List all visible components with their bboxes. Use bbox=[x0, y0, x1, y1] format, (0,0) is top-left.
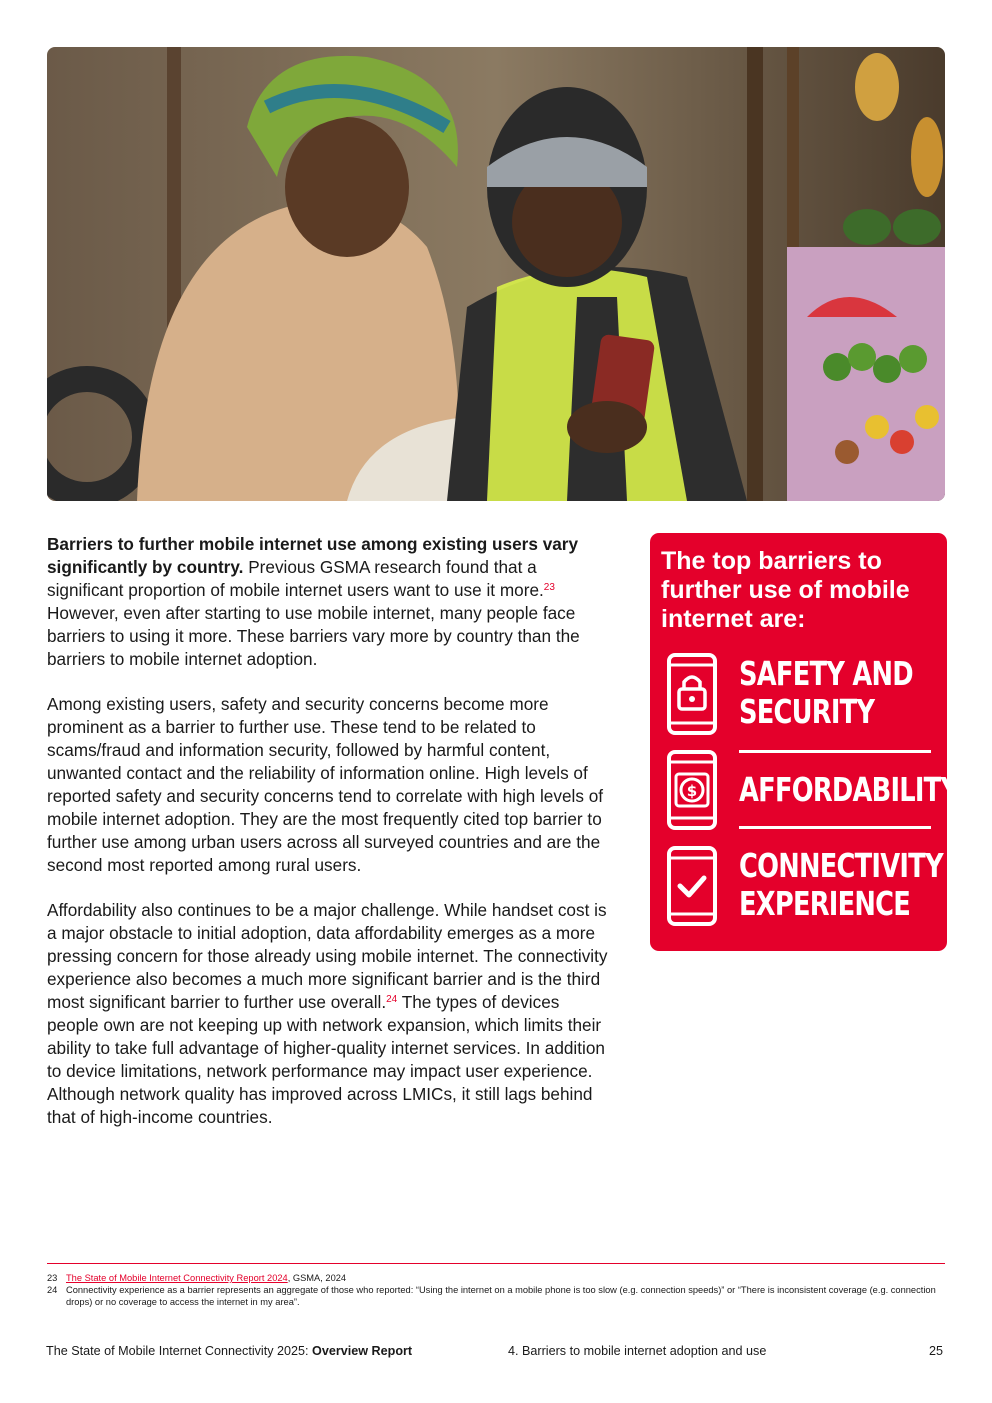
market-photo bbox=[47, 47, 945, 501]
paragraph-3 bbox=[47, 899, 612, 1129]
body-text bbox=[47, 533, 612, 1151]
footer-title-bold: Overview Report bbox=[312, 1344, 413, 1358]
paragraph-1-text-a: Previous GSMA research found that a significant proportion of mobile internet users want to use it more. bbox=[47, 557, 544, 600]
page-number: 25 bbox=[929, 1344, 944, 1358]
paragraph-3-text-b: The types of devices people own are not keeping up with network expansion, which limits their ability to take full advantage of higher-quality internet services. In addition to device limitations, network performance may impact user experience. Although network quality has improved across LMICs, it still lags behind that of high-income countries. bbox=[47, 992, 605, 1127]
phone-lock-icon bbox=[667, 653, 717, 735]
barrier-label-line: CONNECTIVITY bbox=[739, 846, 943, 885]
footnote-number: 23 bbox=[47, 1273, 58, 1283]
footnote-ref-24[interactable]: 24 bbox=[386, 994, 398, 1005]
barrier-label-line: SECURITY bbox=[739, 692, 875, 731]
divider bbox=[739, 826, 931, 829]
barrier-affordability bbox=[739, 770, 959, 809]
phone-check-icon bbox=[667, 846, 717, 926]
paragraph-1 bbox=[47, 533, 612, 671]
footnote-link[interactable]: The State of Mobile Internet Connectivity Report 2024 bbox=[66, 1273, 288, 1283]
barrier-connectivity-experience bbox=[739, 846, 943, 923]
svg-text:$: $ bbox=[686, 782, 698, 800]
barrier-safety-security bbox=[739, 654, 913, 731]
footnote-ref-23[interactable]: 23 bbox=[543, 582, 555, 593]
footnote-23 bbox=[47, 1272, 945, 1284]
paragraph-1-lead: Barriers to further mobile internet use among existing users vary significantly by country. bbox=[47, 534, 579, 577]
barrier-label-line: AFFORDABILITY bbox=[739, 770, 959, 809]
phone-money-icon bbox=[667, 750, 717, 830]
paragraph-3-text-a: Affordability also continues to be a major challenge. While handset cost is a major obstacle to initial adoption, data affordability emerges as a more pressing concern for those already using mobile internet. The connectivity experience also becomes a much more significant barrier and is the third most significant barrier to further use overall. bbox=[47, 900, 608, 1012]
footnote-text: , GSMA, 2024 bbox=[287, 1273, 347, 1283]
callout-title: The top barriers to further use of mobile internet are: bbox=[661, 547, 910, 633]
footnote-24 bbox=[47, 1284, 945, 1308]
footnotes bbox=[47, 1263, 945, 1308]
top-barriers-callout bbox=[650, 533, 959, 951]
footer-title-text: The State of Mobile Internet Connectivity 2025: bbox=[46, 1344, 313, 1358]
paragraph-1-text-b: However, even after starting to use mobile internet, many people face barriers to using it more. These barriers vary more by country than the barriers to mobile internet adoption. bbox=[47, 603, 580, 669]
footnote-text: Connectivity experience as a barrier represents an aggregate of those who reported: “Using the internet on a mobile phone is too slow (e.g. connection speeds)” or “There is inconsistent coverage (e.g. connection drops) or no coverage to access the internet in my area”. bbox=[66, 1285, 936, 1307]
paragraph-2: Among existing users, safety and security concerns become more prominent as a barrier to further use. These tend to be related to scams/fraud and information security, followed by harmful content, unwanted contact and the reliability of information online. High levels of reported safety and security concerns tend to correlate with high levels of mobile internet adoption. They are the most frequently cited top barrier to further use among urban users across all surveyed countries and are the second most reported among rural users. bbox=[47, 694, 604, 875]
barrier-label-line: SAFETY AND bbox=[739, 654, 913, 693]
footnote-number: 24 bbox=[47, 1285, 58, 1295]
footer-section: 4. Barriers to mobile internet adoption and use bbox=[508, 1344, 767, 1358]
footer-report-title bbox=[46, 1344, 412, 1358]
market-photo-icon bbox=[47, 47, 945, 501]
divider bbox=[739, 750, 931, 753]
barrier-label-line: EXPERIENCE bbox=[739, 884, 911, 923]
